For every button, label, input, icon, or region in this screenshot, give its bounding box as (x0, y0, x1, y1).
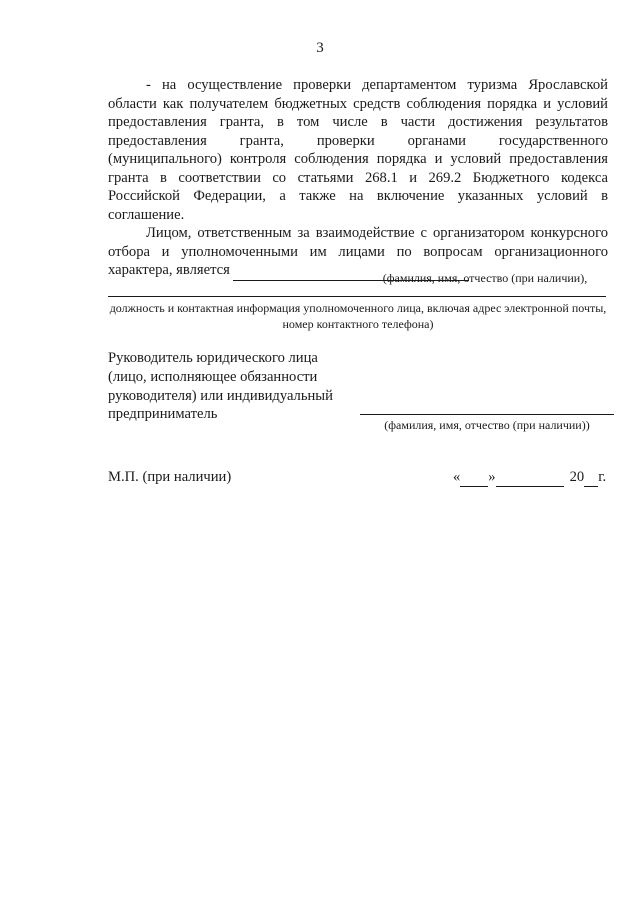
page-number: 3 (316, 40, 324, 56)
caption-contact-info: должность и контактная информация уполномоченного лица, включая адрес электронной почты, номер контактного телефона) (109, 301, 607, 331)
paragraph-verification-consent: - на осуществление проверки департаментом туризма Ярославской области как получателем бюджетных средств соблюдения порядка и условий предоставления гранта, в том числе в части достижения результатов предоставления гранта, проверки органами государственного (муниципального) контроля соблюдения порядка и условий предоставления гранта в соответствии со статьями 268.1 и 269.2 Бюджетного кодекса Российской Федерации, а также на включение указанных условий в соглашение. (108, 77, 608, 223)
contact-info-fill-line (108, 296, 606, 297)
date-line (453, 469, 606, 487)
date-open-quote: « (453, 469, 461, 485)
caption-fio-2: (фамилия, имя, отчество (при наличии)) (384, 418, 590, 432)
signatory-line-4: предприниматель (108, 406, 218, 423)
day-fill-line (460, 469, 488, 487)
signatory-line-1: Руководитель юридического лица (108, 350, 318, 366)
signatory-fill-line (360, 414, 614, 415)
stamp-label: М.П. (при наличии) (108, 469, 232, 485)
main-text (108, 76, 608, 281)
signatory-block (108, 349, 368, 424)
signatory-line-3: руководителя) или индивидуальный (108, 387, 333, 404)
year-prefix: 20 (569, 469, 585, 485)
year-suffix: г. (598, 469, 607, 485)
responsible-person-text: Лицом, ответственным за взаимодействие с организатором конкурсного отбора и уполномоченными им лицами по вопросам организационного характера, является (108, 225, 608, 278)
year-fill-line (584, 469, 598, 487)
date-close-quote: » (488, 469, 496, 485)
month-fill-line (496, 469, 564, 487)
caption-fio-1: (фамилия, имя, отчество (при наличии), (382, 271, 588, 285)
signatory-line-2: (лицо, исполняющее обязанности (108, 368, 318, 385)
